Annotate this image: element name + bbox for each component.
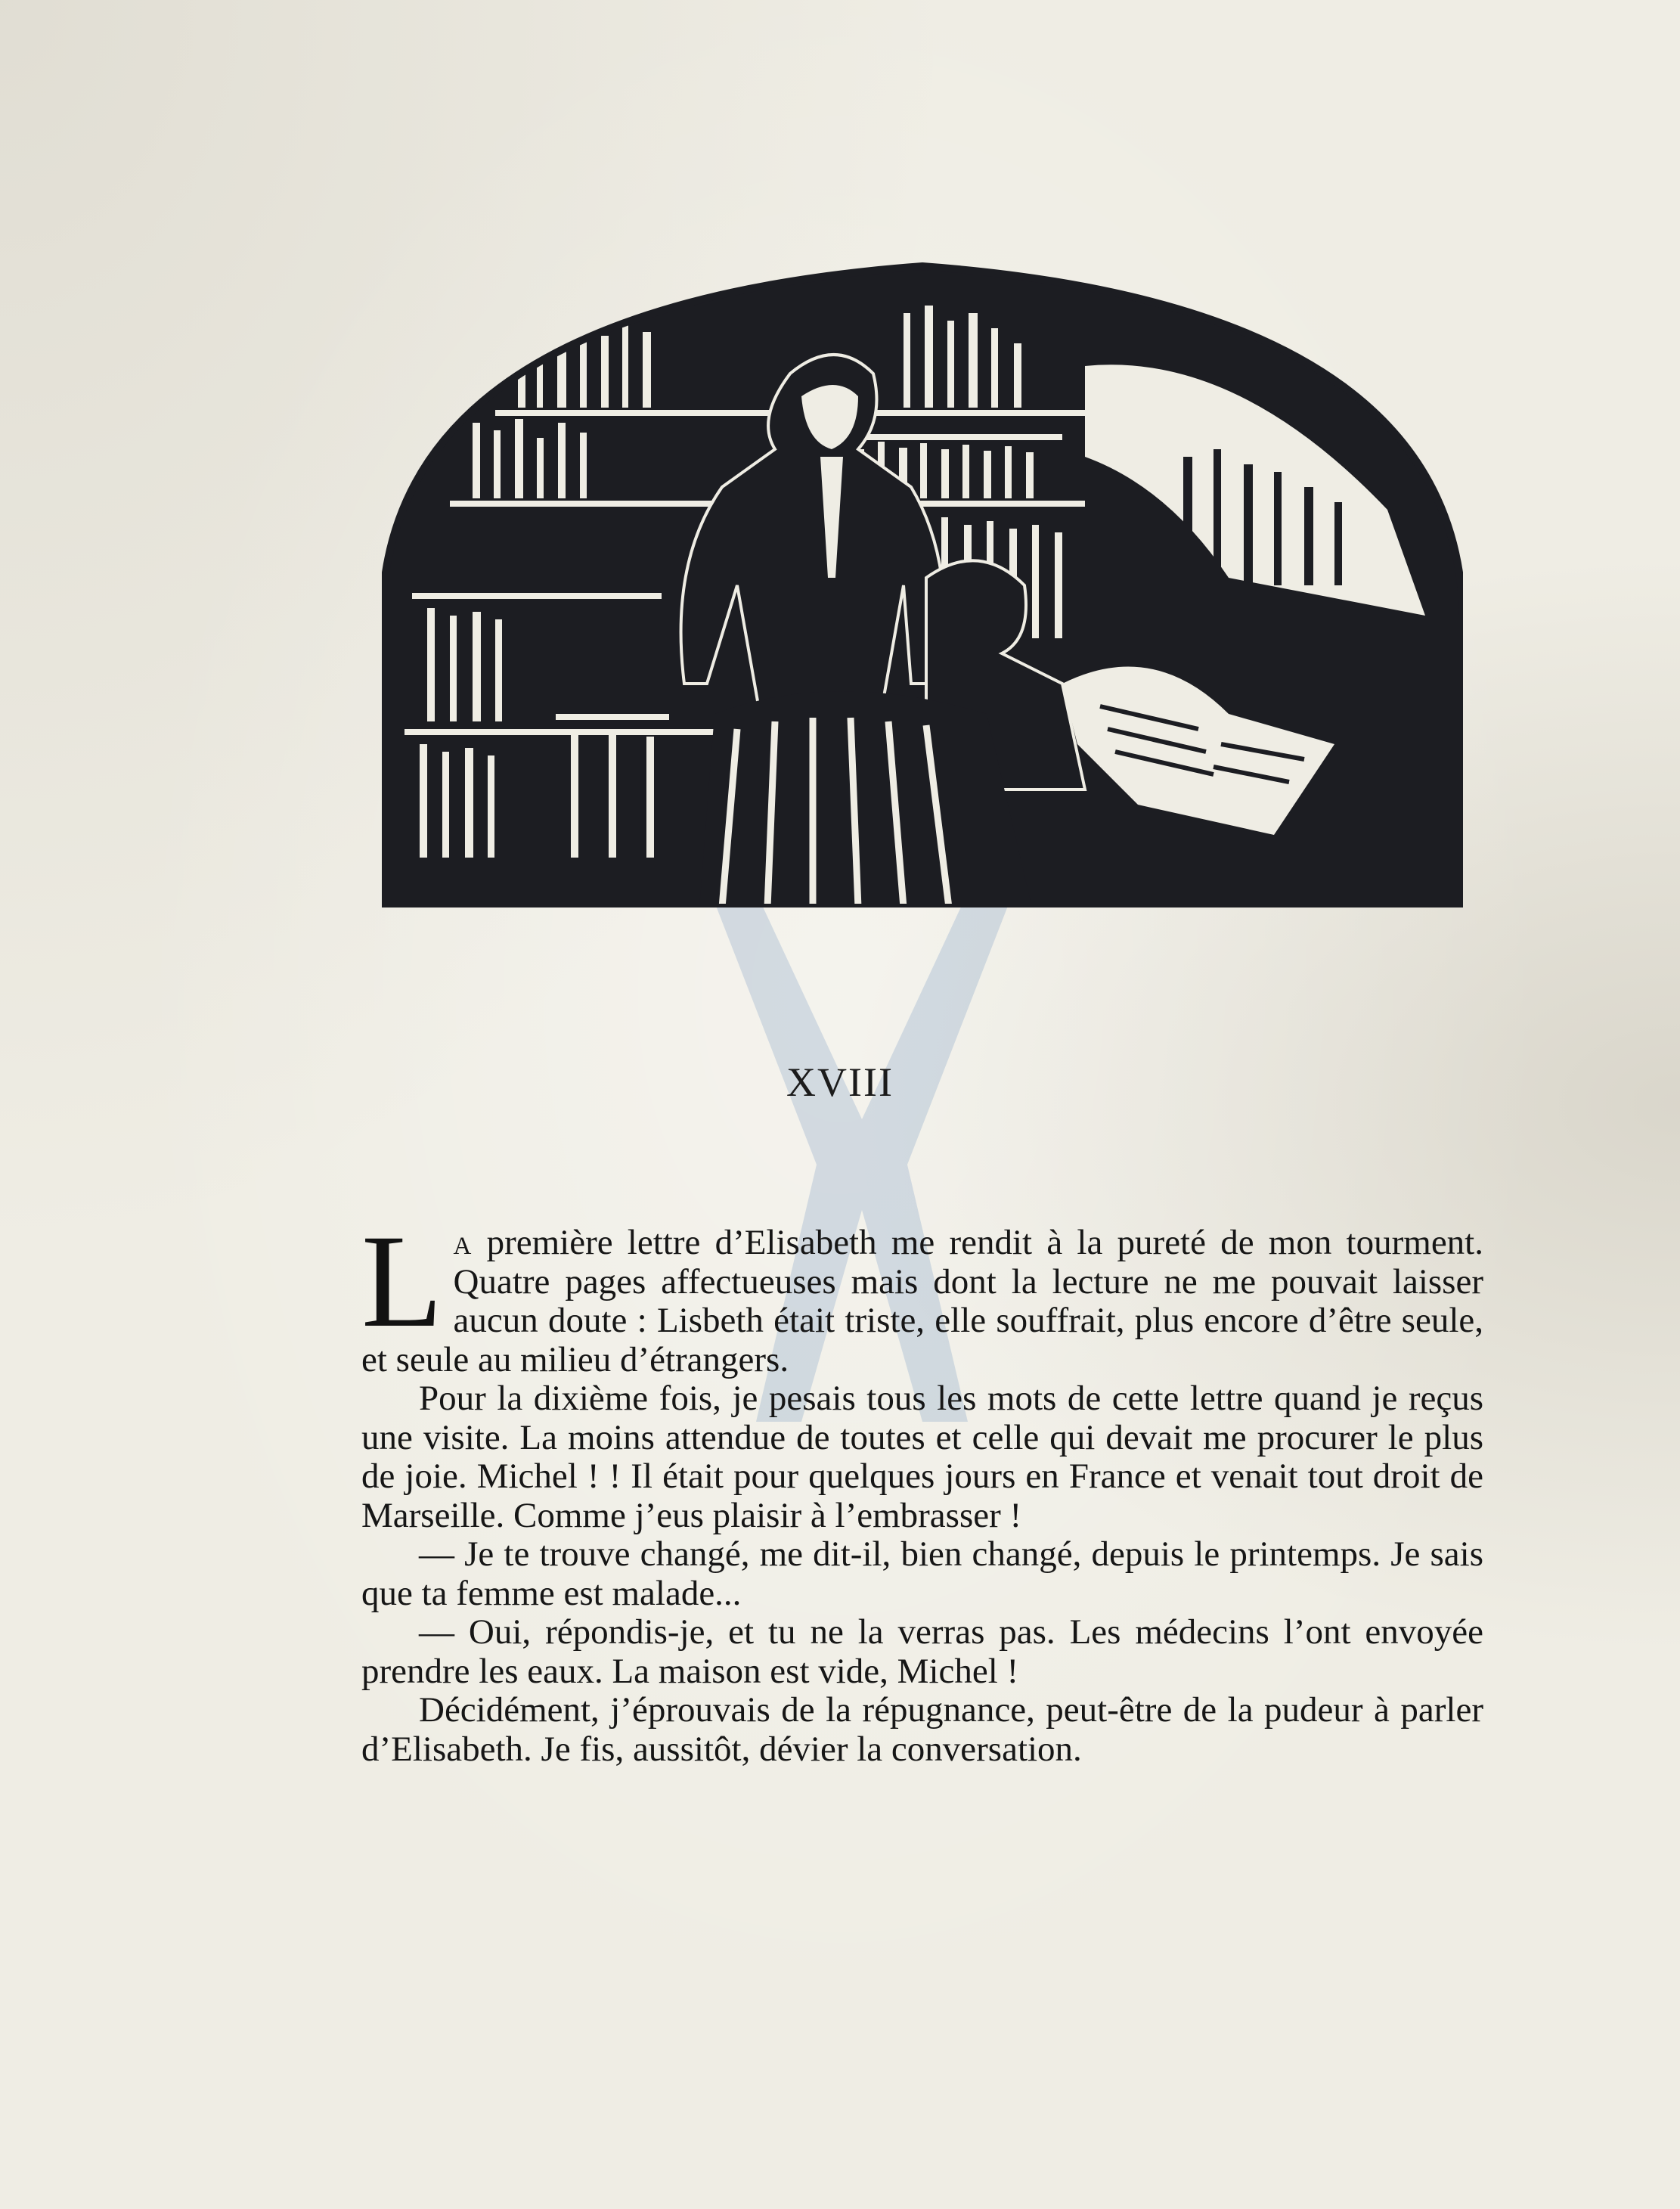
paragraph-4: — Oui, répondis-je, et tu ne la verras pas. Les médecins l’ont envoyée prendre les eaux. La maison est vide, Michel ! xyxy=(361,1612,1483,1691)
small-caps-word: a xyxy=(453,1223,473,1262)
paragraph-1-text: première lettre d’Elisabeth me rendit à la pureté de mon tourment. Quatre pages affectueuses mais dont la lecture ne me pouvait laisser aucun doute : Lisbeth était triste, elle souffrait, plus encore d’être seule, et seule au milieu d’étrangers. xyxy=(361,1223,1483,1379)
body-text xyxy=(361,1208,1483,1769)
paragraph-2: Pour la dixième fois, je pesais tous les mots de cette lettre quand je reçus une visite. La moins attendue de toutes et celle qui devait me procurer le plus de joie. Michel ! ! Il était pour quelques jours en France et venait tout droit de Marseille. Comme j’eus plaisir à l’embrasser ! xyxy=(361,1379,1483,1535)
paragraph-3: — Je te trouve changé, me dit-il, bien changé, depuis le printemps. Je sais que ta femme est malade... xyxy=(361,1534,1483,1613)
paragraph-1 xyxy=(361,1208,1483,1379)
drop-cap: L xyxy=(361,1208,443,1355)
paragraph-5: Décidément, j’éprouvais de la répugnance, peut-être de la pudeur à parler d’Elisabeth. Je fis, aussitôt, dévier la conversation. xyxy=(361,1690,1483,1769)
chapter-heading: XVIII xyxy=(786,1060,894,1105)
woodcut-library-scene-icon xyxy=(382,260,1463,907)
